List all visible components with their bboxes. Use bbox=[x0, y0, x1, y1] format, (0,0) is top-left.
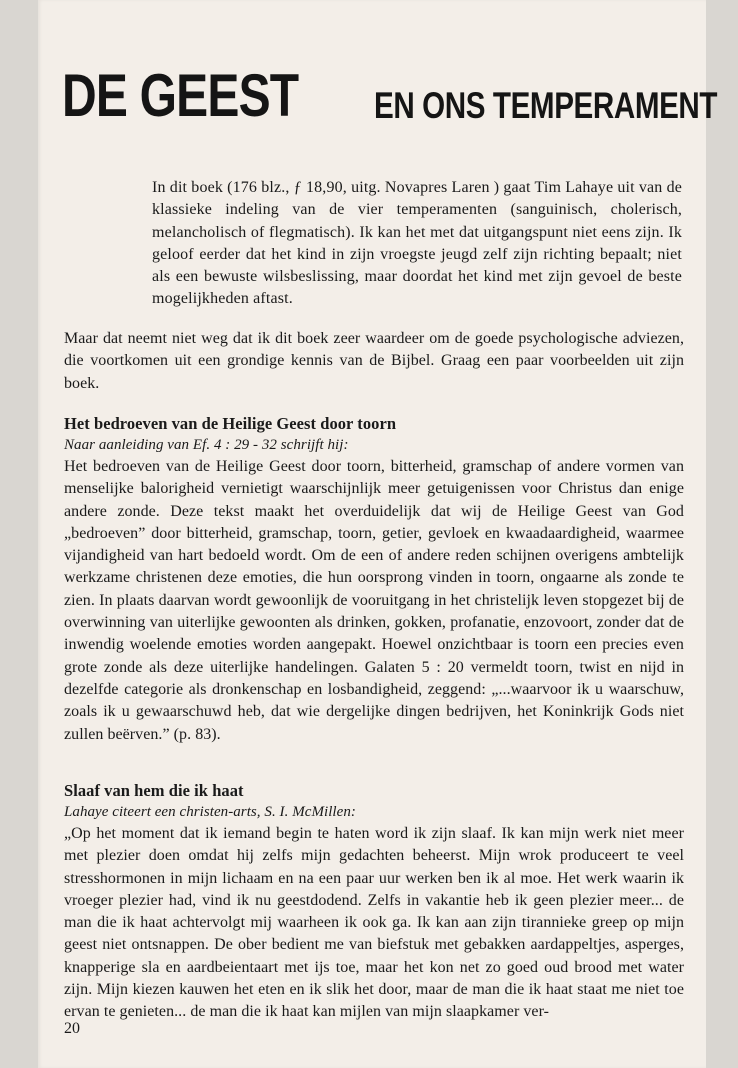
page-number: 20 bbox=[64, 1020, 80, 1037]
section-text: Het bedroeven van de Heilige Geest door toorn, bitterheid, gramschap of andere vormen van menselijke balorigheid vernietigt waarschijnlijk meer getuigenissen voor Christus dan enige andere zonde. Deze tekst maakt het overduidelijk dat wij de Heilige Geest van God „bedroeven” door bitterheid, gramschap, toorn, getier, gevloek en kwaadaardigheid, waarmee vijandigheid van hart bedoeld wordt. Om de een of andere reden schijnen overigens ambtelijk werkzame christenen deze emoties, die hun oorsprong vinden in toorn, ongaarne als zonde te zien. In plaats daarvan wordt gewoonlijk de vooruitgang in het christelijk leven stopgezet bij de overwinning van uiterlijke gewoonten als drinken, gokken, profanatie, enzovoort, zonder dat de inwendig woelende emoties worden aangepakt. Hoewel onzichtbaar is toorn een precies even grote zonde als deze uiterlijke handelingen. Galaten 5 : 20 vermeldt toorn, twist en nijd in dezelfde categorie als dronkenschap en losbandigheid, zeggend: „...waarvoor ik u waarschuw, zoals ik u gewaarschuwd heb, dat wie dergelijke dingen bedrijven, het Koninkrijk Gods niet zullen beërven.” (p. 83). bbox=[64, 458, 684, 743]
section-heading: Het bedroeven van de Heilige Geest door toorn bbox=[64, 414, 397, 433]
section-toorn bbox=[64, 413, 684, 746]
paragraph-1: Maar dat neemt niet weg dat ik dit boek zeer waardeer om de goede psychologische adviezen, die voortkomen uit een grondige kennis van de Bijbel. Graag een paar voorbeelden uit zijn boek. bbox=[64, 330, 684, 392]
page-title bbox=[62, 62, 718, 130]
section-subheading: Naar aanleiding van Ef. 4 : 29 - 32 schrijft hij: bbox=[64, 437, 349, 453]
title-main: DE GEEST bbox=[62, 62, 299, 130]
section-text: „Op het moment dat ik iemand begin te haten word ik zijn slaaf. Ik kan mijn werk niet meer met plezier doen omdat hij zelfs mijn gedachten beheerst. Mijn wrok produceert te veel stresshormonen in mijn lichaam en na een paar uur werken ben ik al moe. Het werk waarin ik vroeger plezier had, vind ik nu geestdodend. Zelfs in vakantie heb ik geen plezier meer... de man die ik haat achtervolgt mij waarheen ik ook ga. Ik kan aan zijn tirannieke greep op mijn geest niet ontsnappen. De ober bedient me van biefstuk met gebakken aardappeltjes, asperges, knapperige sla en aardbeientaart met ijs toe, maar het kon net zo goed oud brood met water zijn. Mijn kiezen kauwen het eten en ik slik het door, maar de man die ik haat staat me niet toe ervan te genieten... de man die ik haat kan mijlen van mijn slaapkamer ver- bbox=[64, 825, 684, 1021]
section-subheading: Lahaye citeert een christen-arts, S. I. McMillen: bbox=[64, 804, 356, 820]
intro-paragraph: In dit boek (176 blz., ƒ 18,90, uitg. Novapres Laren ) gaat Tim Lahaye uit van de klassieke indeling van de vier temperamenten (sanguinisch, cholerisch, melancholisch of flegmatisch). Ik kan het met dat uitgangspunt niet eens zijn. Ik geloof eerder dat het kind in zijn vroegste jeugd zelf zijn richting bepaalt; niet als een bewuste wilsbeslissing, maar doordat het kind met zijn gevoel de beste mogelijkheden aftast. bbox=[152, 179, 682, 308]
section-slaaf bbox=[64, 780, 684, 1024]
section-heading: Slaaf van hem die ik haat bbox=[64, 781, 244, 800]
title-rest: EN ONS TEMPERAMENT bbox=[374, 85, 718, 127]
